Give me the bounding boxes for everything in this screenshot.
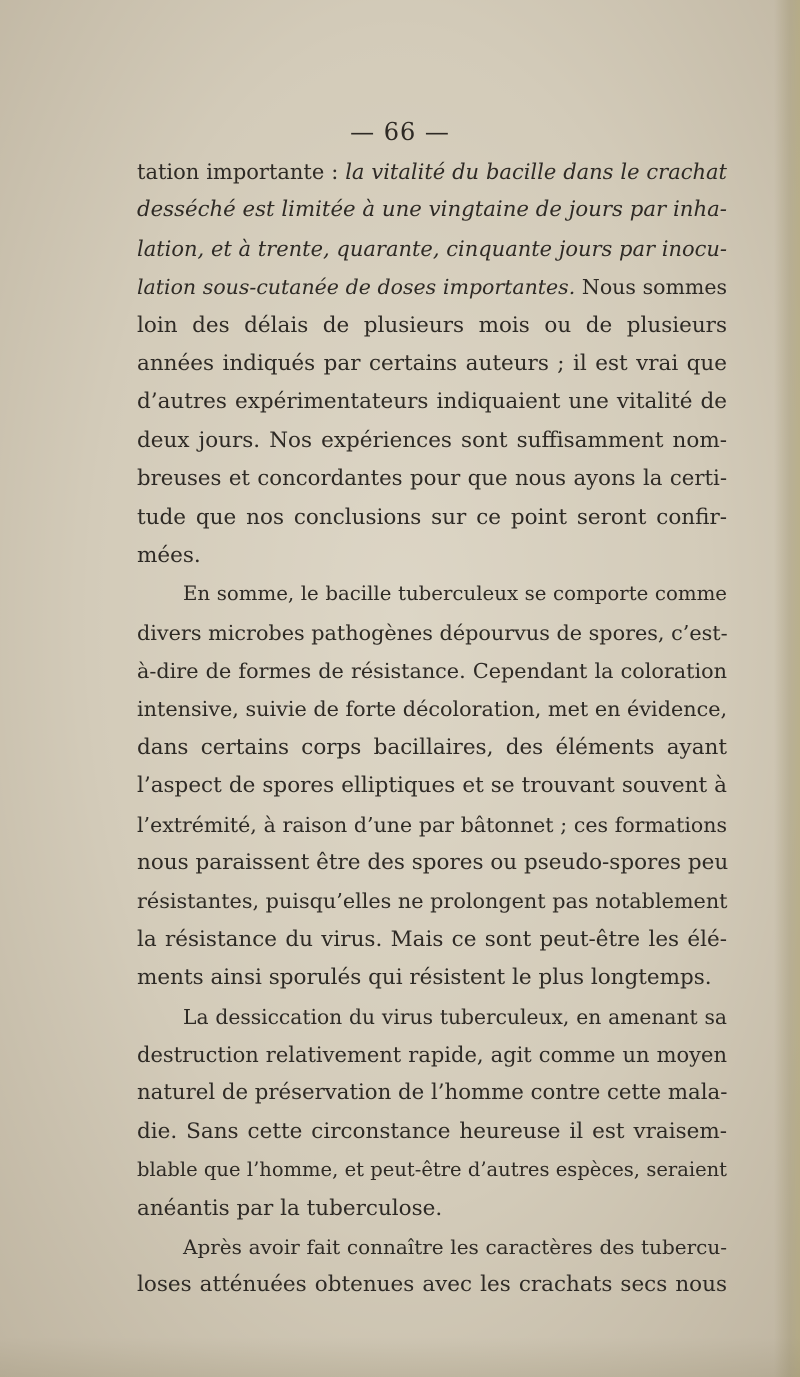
- text-line: années indiqués par certains auteurs ; il est vrai que: [137, 350, 727, 376]
- text-line: d’autres expérimentateurs indiquaient une vitalité de: [137, 389, 727, 415]
- text-line: die. Sans cette circonstance heureuse il est vraisem-: [137, 1118, 727, 1144]
- text-line: l’aspect de spores elliptiques et se trouvant souvent à: [137, 773, 727, 799]
- text-line: la résistance du virus. Mais ce sont peut-être les élé-: [137, 926, 727, 952]
- text-line: desséché est limitée à une vingtaine de jours par inha-: [137, 197, 727, 223]
- text-line: résistantes, puisqu’elles ne prolongent pas notablement: [137, 889, 728, 914]
- paragraph-start-line: En somme, le bacille tuberculeux se comporte comme: [183, 582, 727, 606]
- paragraph-start-line: La dessiccation du virus tuberculeux, en amenant sa: [183, 1004, 727, 1029]
- text-line: lation sous-cutanée de doses importantes. Nous sommes: [137, 275, 727, 300]
- text-line: l’extrémité, à raison d’une par bâtonnet ; ces formations: [137, 812, 727, 837]
- text-line: lation, et à trente, quarante, cinquante jours par inocu-: [137, 236, 727, 261]
- text-line: breuses et concordantes pour que nous ayons la certi-: [137, 466, 727, 492]
- page-number: — 66 —: [350, 118, 450, 146]
- text-line: nous paraissent être des spores ou pseudo-spores peu: [137, 850, 729, 876]
- text-line: destruction relativement rapide, agit comme un moyen: [137, 1042, 727, 1067]
- text-line: dans certains corps bacillaires, des éléments ayant: [137, 734, 727, 760]
- text-line: divers microbes pathogènes dépourvus de spores, c’est-: [137, 620, 728, 645]
- body-text: [137, 153, 727, 1305]
- text-line: tation importante : la vitalité du bacille dans le crachat: [137, 160, 727, 184]
- text-line: blable que l’homme, et peut-être d’autres espèces, seraient: [137, 1158, 727, 1182]
- page-bottom-shadow: [0, 1337, 800, 1377]
- text-line: à-dire de formes de résistance. Cependant la coloration: [137, 659, 727, 684]
- text-line: loin des délais de plusieurs mois ou de plusieurs: [137, 312, 727, 338]
- text-line: intensive, suivie de forte décoloration, met en évidence,: [137, 697, 728, 722]
- text-line: naturel de préservation de l’homme contre cette mala-: [137, 1080, 728, 1106]
- text-line: deux jours. Nos expériences sont suffisamment nom-: [137, 427, 727, 453]
- text-line: anéantis par la tuberculose.: [137, 1195, 443, 1221]
- page-edge-shadow: [774, 0, 800, 1377]
- text-line: loses atténuées obtenues avec les crachats secs nous: [137, 1272, 727, 1298]
- paragraph-start-line: Après avoir fait connaître les caractères des tubercu-: [183, 1234, 727, 1259]
- text-line: ments ainsi sporulés qui résistent le plus longtemps.: [137, 965, 712, 991]
- text-line: tude que nos conclusions sur ce point seront confir-: [137, 504, 727, 530]
- text-line: mées.: [137, 542, 201, 568]
